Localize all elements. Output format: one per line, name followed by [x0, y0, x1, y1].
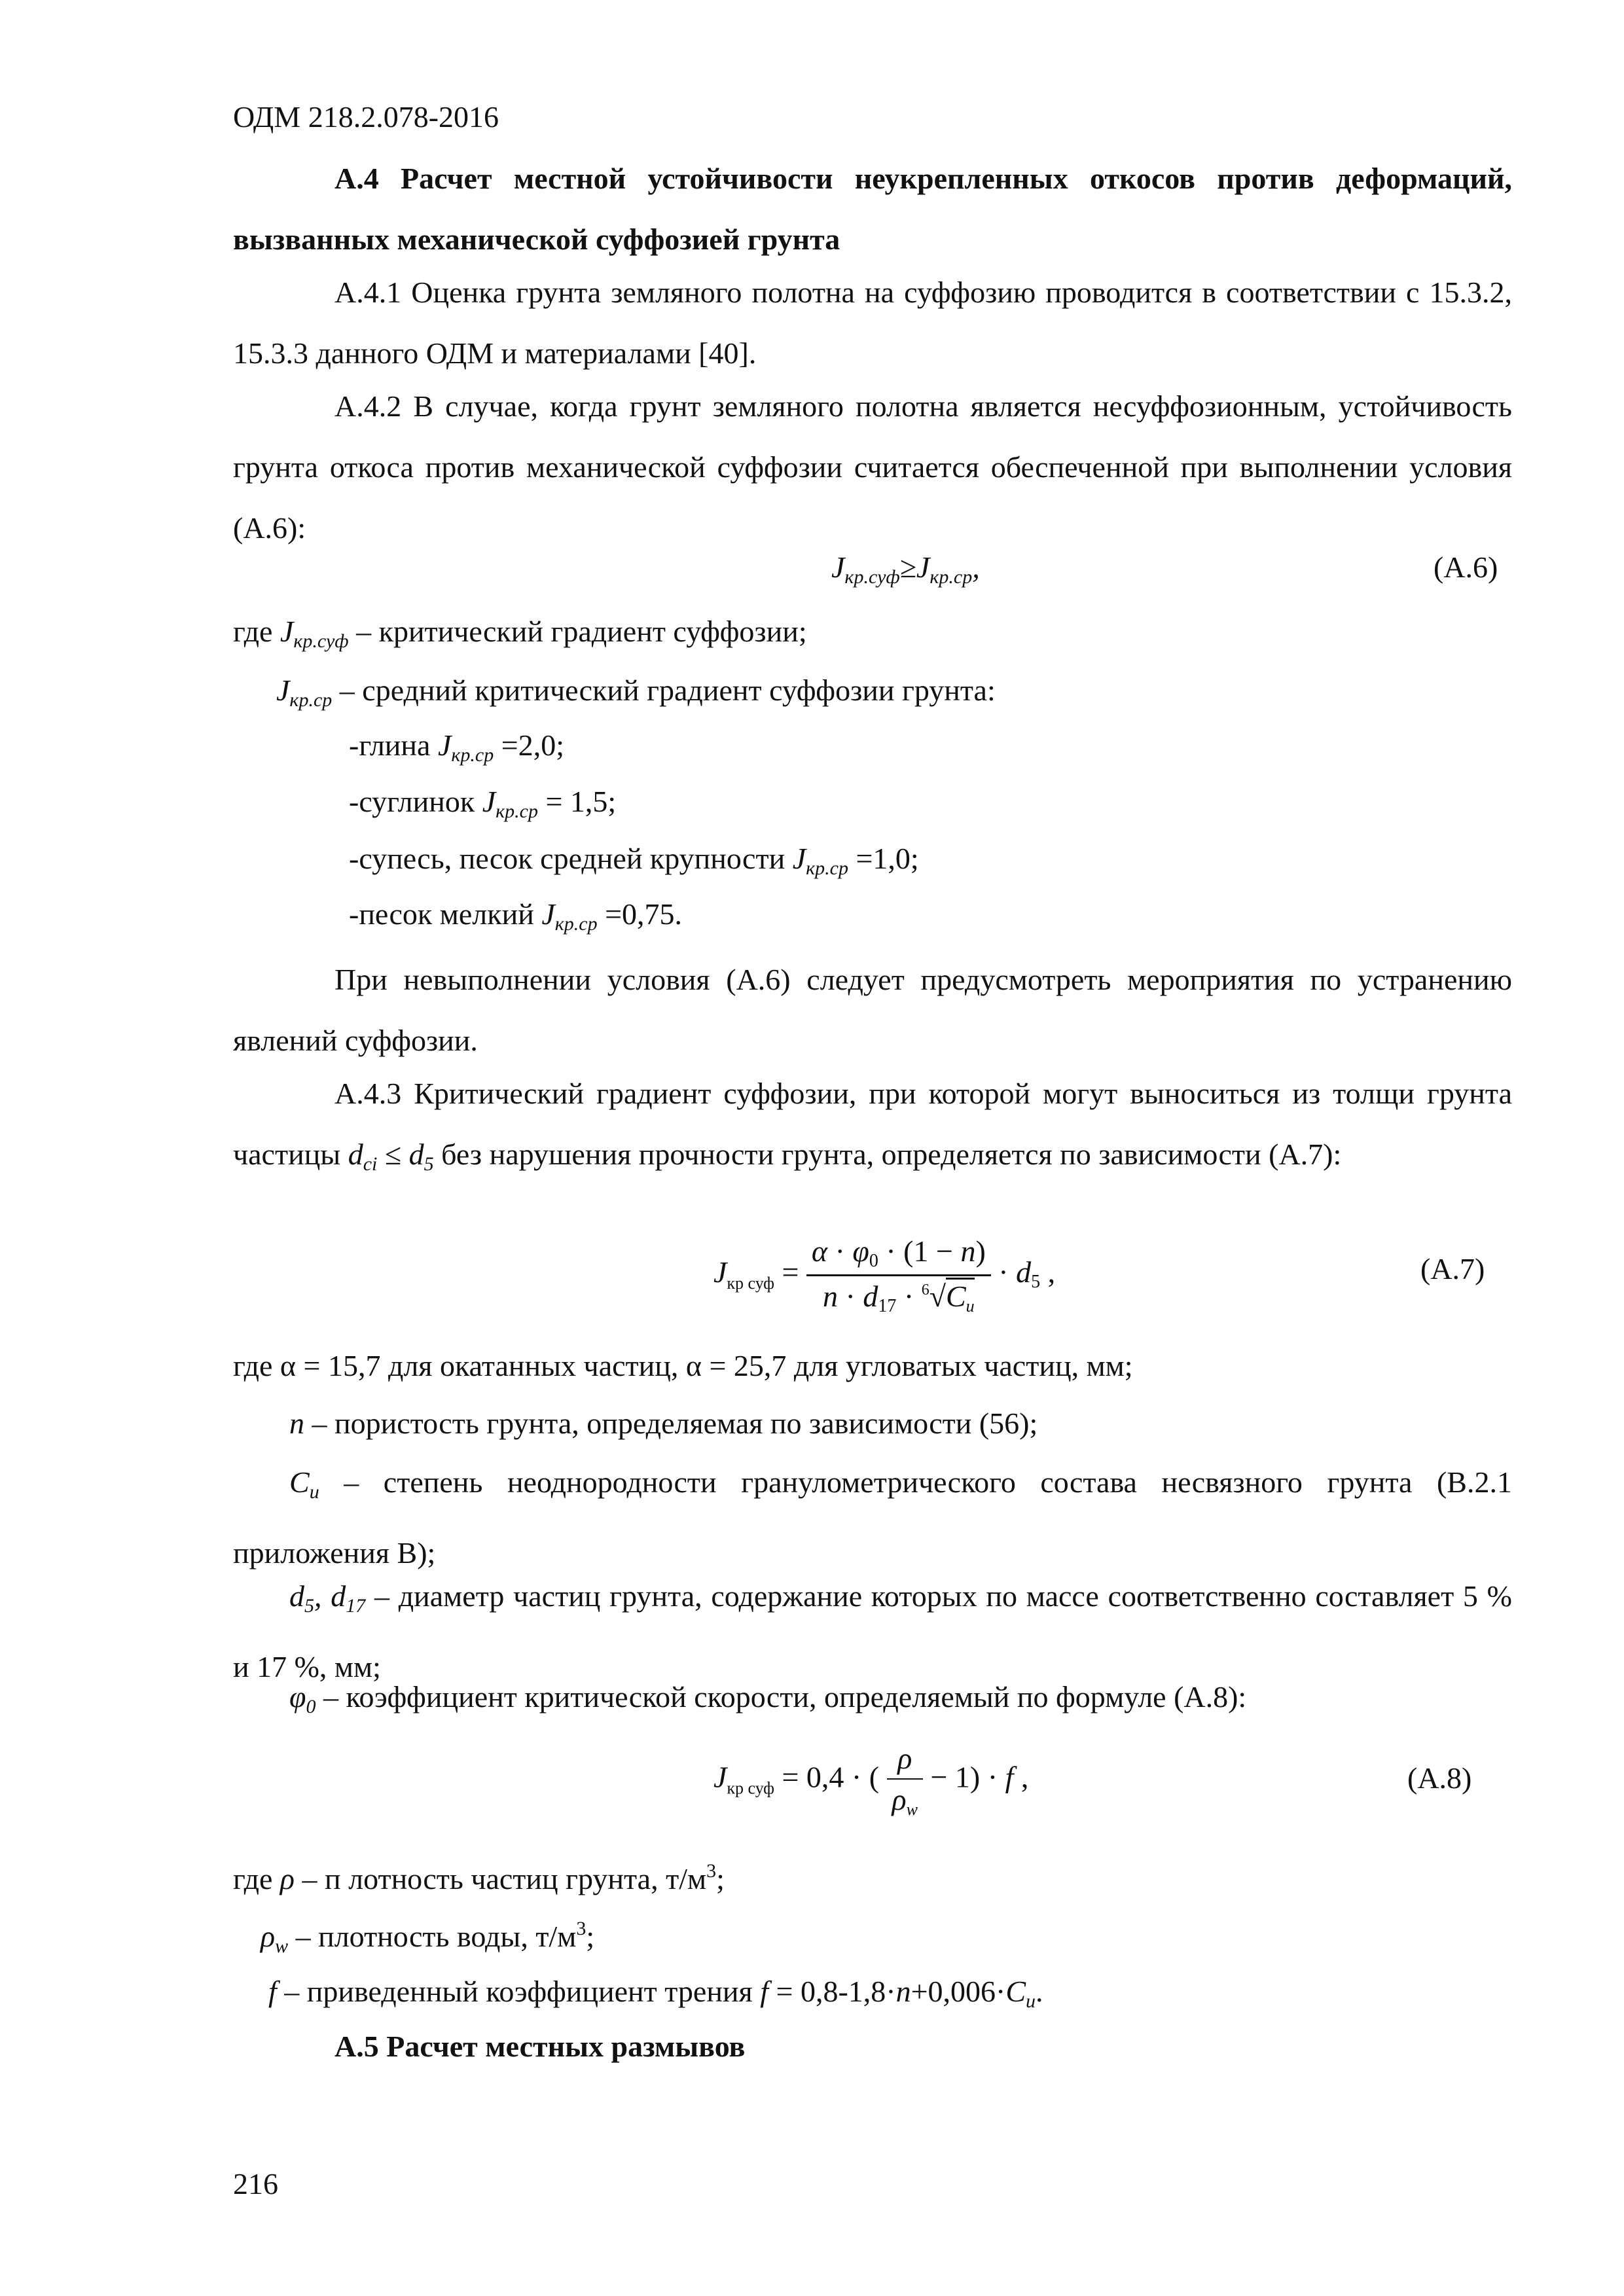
definition-cu: $C_u$ – степень неоднородности гранулометрического состава несвязного грунта (В.2.1 приложения В);	[233, 1465, 1512, 1570]
paragraph-a43: А.4.3 Критический градиент суффозии, при которой могут выноситься из толщи грунта частицы $d_{ci} \le d_5$ без нарушения прочности грунта, определяется по зависимости (А.7):	[233, 1077, 1512, 1175]
equation-a6: $J_{кр.суф}\ge J_{кр.ср}$,	[831, 550, 980, 588]
page-number: 216	[233, 2167, 278, 2200]
definition-jsr: $J_{кр.ср}$ – средний критический градиент суффозии грунта:	[276, 673, 996, 711]
value-clay: -глина $J_{кр.ср} =2,0$;	[349, 728, 564, 766]
paragraph-a42: А.4.2 В случае, когда грунт земляного полотна является несуффозионным, устойчивость грунта откоса против механической суффозии считается обеспеченной при выполнении условия (А.6):	[233, 389, 1512, 545]
equation-number-a8: (А.8)	[1407, 1761, 1472, 1795]
definition-d5-d17: $d_5$, $d_{17}$ – диаметр частиц грунта, содержание которых по массе соответственно составляет 5 % и 17 %, мм;	[233, 1579, 1512, 1683]
value-loam: -суглинок $J_{кр.ср} = 1,5$;	[349, 785, 617, 822]
definition-rho: где ρ – п лотность частиц грунта, $т/м^3$;	[233, 1860, 725, 1895]
definition-f: f – приведенный коэффициент трения $f = 0,8-1,8\cdot n+0,006\cdot C_u$.	[268, 1975, 1043, 2012]
page-header: ОДМ 218.2.078-2016	[233, 100, 499, 134]
value-sandy-loam: -супесь, песок средней крупности $J_{кр.ср} =1,0$;	[349, 842, 919, 879]
equation-a8: $J_{кр суф} = 0,4$ · ( $\frac{\rho}{\rho w}$ − 1) · f ,	[713, 1742, 1029, 1819]
definition-jsuf: где $J_{кр.суф}$ – критический градиент суффозии;	[233, 615, 807, 652]
definition-alpha: где α = 15,7 для окатанных частиц, α = 25,7 для угловатых частиц, мм;	[233, 1349, 1133, 1382]
definition-n: n – пористость грунта, определяемая по зависимости (56);	[289, 1407, 1038, 1440]
paragraph-a41: А.4.1 Оценка грунта земляного полотна на суффозию проводится в соответствии с 15.3.2, 15.3.3 данного ОДМ и материалами [40].	[233, 276, 1512, 370]
paragraph-failure: При невыполнении условия (А.6) следует предусмотреть мероприятия по устранению явлений суффозии.	[233, 963, 1512, 1057]
value-fine-sand: -песок мелкий $J_{кр.ср} =0,75$.	[349, 897, 683, 935]
definition-rhow: $\rho_w$ – плотность воды, $т/м^3$;	[261, 1918, 595, 1957]
definition-phi0: $\varphi_0$ – коэффициент критической скорости, определяемый по формуле (А.8):	[289, 1680, 1247, 1717]
section-title-a5: А.5 Расчет местных размывов	[334, 2030, 746, 2063]
equation-number-a6: (А.6)	[1434, 550, 1498, 584]
section-title: А.4 Расчет местной устойчивости неукрепленных откосов против деформаций, вызванных механической суффозией грунта	[233, 162, 1512, 256]
equation-number-a7: (А.7)	[1420, 1252, 1485, 1285]
equation-a7: $J_{кр суф}$ = $\frac{\alpha \cdot \varphi 0 \cdot (1 - n)}{n \cdot d17 \cdot ^6√Cu}$ · d5 ,	[713, 1234, 1056, 1316]
